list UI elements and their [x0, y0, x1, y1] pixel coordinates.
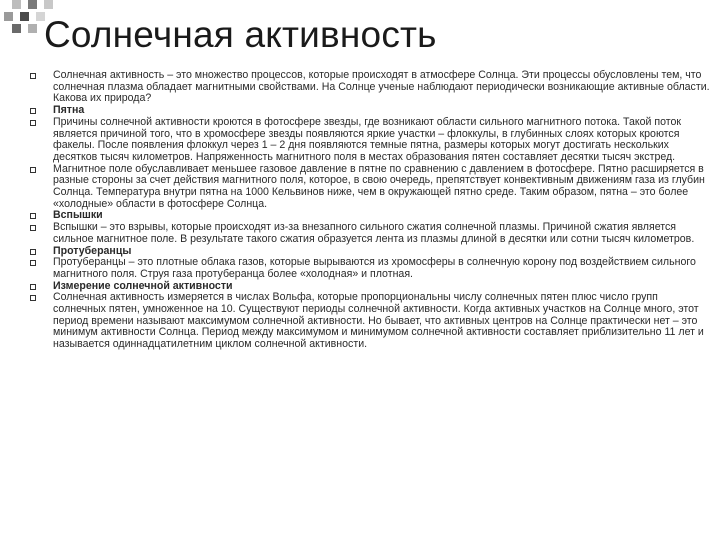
- deco-square: [12, 0, 21, 9]
- deco-square: [20, 12, 29, 21]
- square-bullet-icon: [30, 213, 36, 219]
- square-bullet-icon: [30, 73, 36, 79]
- deco-square: [28, 0, 37, 9]
- bullet-item: [30, 292, 710, 351]
- bullet-item: [30, 222, 710, 245]
- square-bullet-icon: [30, 225, 36, 231]
- bullet-text: Солнечная активность измеряется в числах Вольфа, которые пропорциональны числу солнечных пятен плюс число групп солнечных пятен, умноженное на 10. Существуют периоды солнечной активности. Когда активных участков на Солнце много, этот период времени называют максимумом солнечной активности. Но бывает, что активных центров на Солнце практически нет – это минимум активности Солнца. Период между максимумом и минимумом солнечной активности составляет приблизительно 11 лет и называется одиннадцатилетним циклом солнечной активности.: [53, 291, 704, 351]
- bullet-text: Магнитное поле обуславливает меньшее газовое давление в пятне по сравнению с давлением в фотосфере. Пятно расширяется в разные стороны за счет действия магнитного поля, которое, в свою очередь, препятствует конвективным движениям газа из глубин Солнца. Температура внутри пятна на 1000 Кельвинов ниже, чем в окружающей пятно среде. Таким образом, пятна – это более «холодные» области в фотосфере Солнца.: [53, 162, 705, 210]
- bullet-text: Протуберанцы: [53, 244, 132, 257]
- bullet-text: Протуберанцы – это плотные облака газов, которые вырываются из хромосферы в солнечную корону под воздействием сильного магнитного поля. Струя газа протуберанца более «холодная» и плотная.: [53, 256, 696, 280]
- bullet-text: Вспышки: [53, 209, 103, 222]
- bullet-item: [30, 164, 710, 211]
- bullet-text: Измерение солнечной активности: [53, 279, 233, 292]
- bullet-item: [30, 70, 710, 105]
- deco-square: [12, 24, 21, 33]
- square-bullet-icon: [30, 120, 36, 126]
- square-bullet-icon: [30, 167, 36, 173]
- bullet-text: Солнечная активность – это множество процессов, которые происходят в атмосфере Солнца. Эти процессы обусловлены тем, что солнечная плазма обладает магнитными свойствами. На Солнце ученые наблюдают периодически возникающие активные области. Какова их природа?: [53, 69, 710, 105]
- deco-square: [28, 24, 37, 33]
- bullet-text: Причины солнечной активности кроются в фотосфере звезды, где возникают области сильного магнитного потока. Такой поток является причиной того, что в хромосфере звезды появляются яркие участки – флоккулы, в глубинных слоях которых кроются факелы. После появления флоккул через 1 – 2 дня появляются темные пятна, размеры которых могут достигать нескольких десятков тысяч километров. Напряженность магнитного поля в местах образования пятен составляет десятки тысяч экстред.: [53, 115, 682, 163]
- bullet-item: [30, 257, 710, 280]
- deco-square: [4, 12, 13, 21]
- bullet-list: [30, 70, 710, 351]
- square-bullet-icon: [30, 284, 36, 290]
- bullet-text: Пятна: [53, 104, 85, 117]
- bullet-item: [30, 117, 710, 164]
- square-bullet-icon: [30, 249, 36, 255]
- square-bullet-icon: [30, 295, 36, 301]
- square-bullet-icon: [30, 260, 36, 266]
- deco-square: [44, 0, 53, 9]
- slide-title: Солнечная активность: [44, 14, 437, 55]
- bullet-text: Вспышки – это взрывы, которые происходят из-за внезапного сильного сжатия солнечной плазмы. Причиной сжатия является сильное магнитное поле. В результате такого сжатия образуется лента из плазмы длиной в десятки или сотни тысяч километров.: [53, 221, 695, 245]
- square-bullet-icon: [30, 108, 36, 114]
